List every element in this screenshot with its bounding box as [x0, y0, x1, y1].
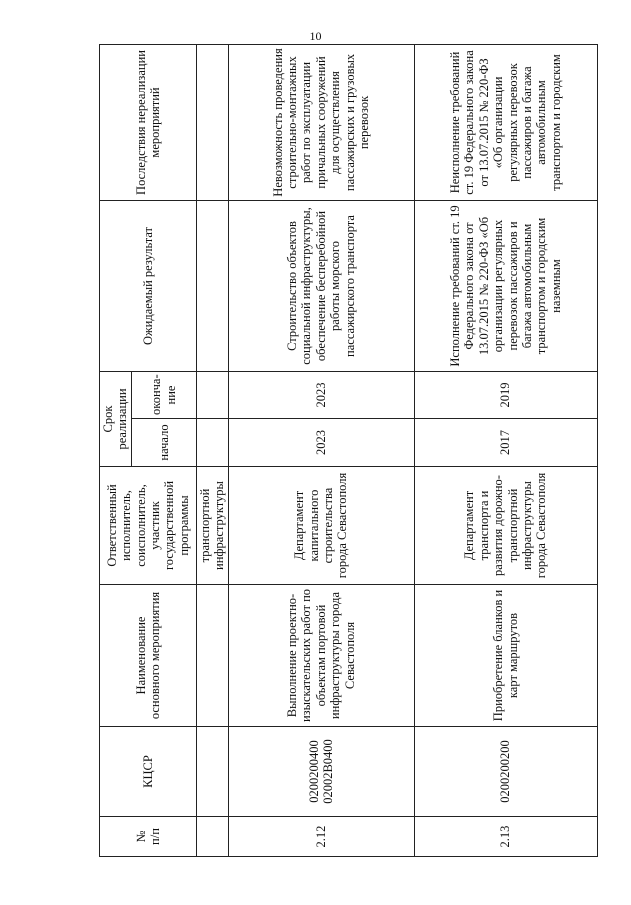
- row-num: 2.13: [414, 817, 597, 857]
- row-name: Выполнение проектно-изыскательских работ по объектам портовой инфраструктуры города Севастополя: [228, 585, 414, 727]
- continuation-cell: [196, 727, 228, 817]
- header-consequence: Последствия нереализации мероприятий: [100, 44, 197, 200]
- header-num: № п/п: [100, 817, 197, 857]
- row-name: Приобретение бланков и карт маршрутов: [414, 585, 597, 727]
- continuation-row: [196, 44, 228, 856]
- header-kcsr: КЦСР: [100, 727, 197, 817]
- header-responsible: Ответственный исполнитель, соисполнитель, участник государственной программы: [100, 467, 197, 585]
- row-end: 2023: [228, 371, 414, 418]
- row-consequence: Невозможность проведения строительно-монтажных работ по эксплуатации причальных сооружений для осуществления пассажирских и грузовых перевозок: [228, 44, 414, 200]
- table-row: [414, 44, 597, 856]
- continuation-cell: [196, 419, 228, 467]
- continuation-cell: [196, 44, 228, 200]
- row-consequence: Неисполнение требований ст. 19 Федерального закона от 13.07.2015 № 220-ФЗ «Об организации регулярных перевозок пассажиров и багажа автомобильным транспортом и городским: [414, 44, 597, 200]
- row-start: 2023: [228, 419, 414, 467]
- continuation-responsible: транспортной инфраструктуры: [196, 467, 228, 585]
- page-number: 10: [309, 29, 322, 43]
- header-start: начало: [131, 419, 196, 467]
- continuation-cell: [196, 200, 228, 371]
- row-start: 2017: [414, 419, 597, 467]
- row-responsible: Департамент транспорта и развития дорожно-транспортной инфраструктуры города Севастополя: [414, 467, 597, 585]
- row-kcsr: 0200200400 02002В0400: [228, 727, 414, 817]
- row-result: Исполнение требований ст. 19 Федерального закона от 13.07.2015 № 220-ФЗ «Об организации регулярных перевозок пассажиров и багажа автомобильным транспортом и городским наземным: [414, 200, 597, 371]
- program-activities-table: [99, 44, 598, 857]
- row-kcsr: 0200200200: [414, 727, 597, 817]
- header-term: Срок реализации: [100, 371, 132, 466]
- header-row-1: [100, 44, 132, 856]
- row-end: 2019: [414, 371, 597, 418]
- header-result: Ожидаемый результат: [100, 200, 197, 371]
- row-result: Строительство объектов социальной инфраструктуры, обеспечение бесперебойной работы морского пассажирского транспорта: [228, 200, 414, 371]
- table-row: [228, 44, 414, 856]
- row-responsible: Департамент капитального строительства города Севастополя: [228, 467, 414, 585]
- header-name: Наименование основного мероприятия: [100, 585, 197, 727]
- continuation-cell: [196, 585, 228, 727]
- continuation-cell: [196, 371, 228, 418]
- header-end: оконча- ние: [131, 371, 196, 418]
- row-num: 2.12: [228, 817, 414, 857]
- continuation-cell: [196, 817, 228, 857]
- rotated-table-wrapper: [99, 45, 591, 857]
